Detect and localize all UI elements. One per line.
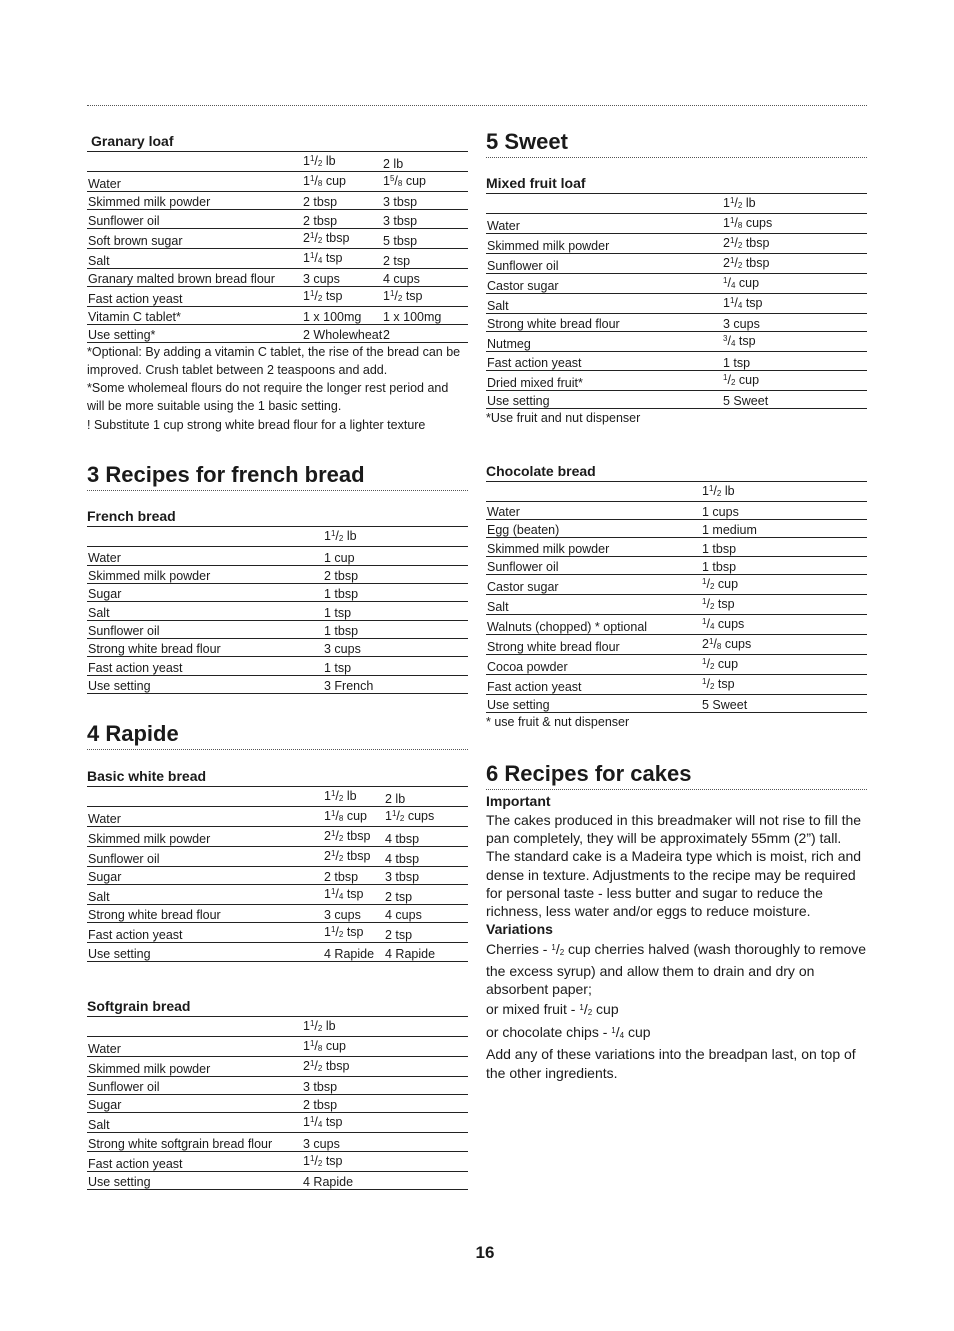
quantity-cell: 1 tbsp (702, 538, 867, 556)
ingredient-cell: Egg (beaten) (486, 520, 702, 538)
basic-white-title: Basic white bread (87, 767, 207, 784)
quantity-cell: $2^1/_2$ tbsp (723, 234, 867, 254)
table-row (486, 214, 867, 234)
ingredient-cell: Use setting (486, 695, 702, 713)
ingredient-cell: Nutmeg (486, 332, 723, 352)
quantity-cell: $1^1/_8$ cups (723, 214, 867, 234)
quantity-cell: $1^1/_4$ tsp (303, 248, 383, 268)
quantity-cell: $2^1/_2$ tbsp (324, 846, 385, 866)
table-row (87, 1036, 468, 1056)
quantity-cell: 1 tsp (324, 657, 468, 675)
table-row (486, 254, 867, 274)
ingredient-cell: Sugar (87, 866, 324, 884)
variation-line: or mixed fruit - $^1/_2$ cup (486, 1000, 619, 1017)
quantity-cell: 3 tbsp (383, 210, 468, 228)
table-row (87, 905, 468, 923)
variation-line: Cherries - $^1/_2$ cup cherries halved (wash thoroughly to remove the excess syrup) and allow them to drain and dry on absorbent paper; (486, 940, 867, 998)
quantity-cell: 4 Rapide (324, 943, 385, 961)
quantity-cell: 2 tsp (385, 885, 468, 905)
quantity-cell: 4 tbsp (385, 826, 468, 846)
quantity-cell: 2 tsp (383, 248, 468, 268)
quantity-cell: $^3/_4$ tsp (723, 332, 867, 352)
basic-white-table (87, 786, 468, 962)
ingredient-cell: Fast action yeast (87, 1151, 303, 1171)
ingredient-cell: Sunflower oil (87, 846, 324, 866)
quantity-cell: $1^1/_2$ lb (324, 527, 468, 547)
quantity-cell: $1^1/_2$ tsp (303, 286, 383, 306)
ingredient-cell (486, 481, 702, 501)
variation-line: Add any of these variations into the breadpan last, on top of the other ingredients. (486, 1046, 856, 1081)
quantity-cell: 3 French (324, 675, 468, 693)
table-row (87, 885, 468, 905)
ingredient-cell: Skimmed milk powder (87, 826, 324, 846)
table-row (87, 565, 468, 583)
quantity-cell: $1^1/_2$ lb (303, 1016, 468, 1036)
chocolate-title: Chocolate bread (486, 462, 596, 479)
quantity-cell: $^1/_2$ cup (702, 575, 867, 595)
ingredient-cell: Walnuts (chopped) * optional (486, 615, 702, 635)
quantity-cell: $1^1/_4$ tsp (324, 885, 385, 905)
ingredient-cell: Sunflower oil (87, 1076, 303, 1094)
ingredient-cell (87, 1016, 303, 1036)
ingredient-cell (87, 152, 303, 172)
quantity-cell: 5 Sweet (702, 695, 867, 713)
left-column (87, 0, 468, 1190)
table-row (486, 538, 867, 556)
ingredient-cell: Sunflower oil (486, 556, 702, 574)
note-line: *Some wholemeal flours do not require the longer rest period and will be more suitable using the 1 basic setting. (87, 381, 449, 414)
ingredient-cell: Sunflower oil (486, 254, 723, 274)
section-heading-sweet: 5 Sweet (486, 129, 867, 158)
quantity-cell: $1^1/_4$ tsp (303, 1113, 468, 1133)
table-row (486, 332, 867, 352)
french-title: French bread (87, 508, 176, 525)
table-row (87, 943, 468, 961)
quantity-cell: 3 cups (723, 314, 867, 332)
table-row (87, 1095, 468, 1113)
ingredient-cell: Soft brown sugar (87, 228, 303, 248)
ingredient-cell: Strong white bread flour (486, 635, 702, 655)
table-row (87, 602, 468, 620)
ingredient-cell: Salt (87, 885, 324, 905)
quantity-cell: 2 tsp (385, 923, 468, 943)
table-row (87, 192, 468, 210)
ingredient-cell: Fast action yeast (486, 352, 723, 370)
table-row (87, 268, 468, 286)
table-header-row (87, 1016, 468, 1036)
quantity-cell: 1 tbsp (324, 584, 468, 602)
ingredient-cell: Water (87, 1036, 303, 1056)
quantity-cell: 1 cup (324, 547, 468, 565)
quantity-cell: 2 (383, 325, 468, 343)
cakes-text (486, 792, 867, 1081)
quantity-cell: 1 tsp (723, 352, 867, 370)
ingredient-cell: Castor sugar (486, 575, 702, 595)
ingredient-cell: Water (486, 501, 702, 519)
section-heading-rapide: 4 Rapide (87, 721, 468, 750)
quantity-cell: 3 tbsp (385, 866, 468, 884)
mixed-fruit-note: *Use fruit and nut dispenser (486, 410, 641, 425)
ingredient-cell: Salt (87, 602, 324, 620)
quantity-cell: 4 Rapide (303, 1171, 468, 1189)
ingredient-cell: Skimmed milk powder (486, 234, 723, 254)
ingredient-cell: Vitamin C tablet* (87, 306, 303, 324)
table-row (87, 806, 468, 826)
table-row (87, 638, 468, 656)
ingredient-cell: Skimmed milk powder (87, 1056, 303, 1076)
table-row (87, 866, 468, 884)
ingredient-cell: Sugar (87, 584, 324, 602)
ingredient-cell: Granary malted brown bread flour (87, 268, 303, 286)
quantity-cell: 1 tbsp (324, 620, 468, 638)
ingredient-cell: Sunflower oil (87, 620, 324, 638)
table-row (486, 370, 867, 390)
table-row (87, 547, 468, 565)
table-row (87, 584, 468, 602)
granary-table (87, 151, 468, 343)
table-row (486, 575, 867, 595)
quantity-cell: $^1/_2$ tsp (702, 675, 867, 695)
quantity-cell: 2 tbsp (303, 210, 383, 228)
table-row (486, 390, 867, 408)
ingredient-cell: Fast action yeast (87, 657, 324, 675)
ingredient-cell: Use setting* (87, 325, 303, 343)
ingredient-cell: Use setting (87, 1171, 303, 1189)
important-paragraph: The cakes produced in this breadmaker will not rise to fill the pan completely, they will be approximately 55mm (2”) tall. The standard cake is a Madeira type which is moist, rich and dense in texture. Adjustments to the recipe may be required for personal taste - less butter and sugar to reduce the richness, less water and/or eggs to reduce moisture. (486, 811, 862, 920)
table-row (87, 248, 468, 268)
table-row (486, 234, 867, 254)
ingredient-cell: Castor sugar (486, 274, 723, 294)
quantity-cell: 1 tbsp (702, 556, 867, 574)
softgrain-title: Softgrain bread (87, 997, 191, 1014)
quantity-cell: $1^1/_2$ lb (324, 786, 385, 806)
chocolate-table (486, 481, 867, 713)
quantity-cell: $^1/_2$ cup (702, 655, 867, 675)
right-column (486, 0, 867, 1082)
ingredient-cell: Fast action yeast (87, 286, 303, 306)
note-line: ! Substitute 1 cup strong white bread flour for a lighter texture (87, 418, 426, 433)
table-header-row (486, 194, 867, 214)
quantity-cell: 2 Wholewheat (303, 325, 383, 343)
quantity-cell: $^1/_2$ tsp (702, 595, 867, 615)
ingredient-cell: Sunflower oil (87, 210, 303, 228)
table-row (486, 501, 867, 519)
quantity-cell: $1^1/_8$ cup (303, 172, 383, 192)
table-header-row (87, 786, 468, 806)
quantity-cell: $2^1/_2$ tbsp (723, 254, 867, 274)
table-row (486, 520, 867, 538)
ingredient-cell: Salt (87, 248, 303, 268)
table-row (486, 675, 867, 695)
ingredient-cell: Use setting (486, 390, 723, 408)
quantity-cell: $^1/_4$ cups (702, 615, 867, 635)
quantity-cell: 1 x 100mg (383, 306, 468, 324)
quantity-cell: 4 tbsp (385, 846, 468, 866)
variations-label: Variations (486, 921, 553, 938)
quantity-cell: $1^5/_8$ cup (383, 172, 468, 192)
table-row (87, 325, 468, 343)
table-row (87, 675, 468, 693)
ingredient-cell: Salt (486, 595, 702, 615)
quantity-cell: $1^1/_8$ cup (303, 1036, 468, 1056)
softgrain-table (87, 1016, 468, 1190)
ingredient-cell: Salt (87, 1113, 303, 1133)
note-line: *Optional: By adding a vitamin C tablet, the rise of the bread can be improved. Crush tablet between 2 teaspoons and add. (87, 345, 461, 378)
ingredient-cell: Strong white softgrain bread flour (87, 1133, 303, 1151)
ingredient-cell (87, 786, 324, 806)
quantity-cell: 3 cups (324, 638, 468, 656)
ingredient-cell: Strong white bread flour (87, 905, 324, 923)
table-row (87, 657, 468, 675)
table-row (87, 1076, 468, 1094)
ingredient-cell: Water (486, 214, 723, 234)
quantity-cell: 3 cups (303, 1133, 468, 1151)
ingredient-cell (87, 527, 324, 547)
table-row (87, 1056, 468, 1076)
granary-title: Granary loaf (91, 133, 174, 149)
section-heading-cakes: 6 Recipes for cakes (486, 761, 867, 790)
ingredient-cell: Skimmed milk powder (87, 565, 324, 583)
ingredient-cell: Fast action yeast (87, 923, 324, 943)
table-row (87, 210, 468, 228)
quantity-cell: 3 tbsp (303, 1076, 468, 1094)
quantity-cell: $2^1/_2$ tbsp (324, 826, 385, 846)
table-header-row (87, 152, 468, 172)
quantity-cell: 2 tbsp (324, 565, 468, 583)
quantity-cell: 1 cups (702, 501, 867, 519)
quantity-cell: $1^1/_2$ tsp (383, 286, 468, 306)
quantity-cell: 1 x 100mg (303, 306, 383, 324)
table-row (87, 1113, 468, 1133)
ingredient-cell: Water (87, 172, 303, 192)
quantity-cell: $1^1/_2$ cups (385, 806, 468, 826)
quantity-cell: 3 tbsp (383, 192, 468, 210)
ingredient-cell: Dried mixed fruit* (486, 370, 723, 390)
table-row (486, 635, 867, 655)
ingredient-cell: Strong white bread flour (87, 638, 324, 656)
variation-line: or chocolate chips - $^1/_4$ cup (486, 1023, 651, 1040)
important-label: Important (486, 793, 551, 810)
quantity-cell: $1^1/_2$ tsp (324, 923, 385, 943)
table-header-row (486, 481, 867, 501)
table-row (486, 655, 867, 675)
section-heading-french: 3 Recipes for french bread (87, 462, 468, 491)
table-row (486, 615, 867, 635)
table-row (87, 620, 468, 638)
french-table (87, 526, 468, 693)
table-row (486, 595, 867, 615)
ingredient-cell: Salt (486, 294, 723, 314)
quantity-cell: $1^1/_2$ lb (723, 194, 867, 214)
quantity-cell: $2^1/_2$ tbsp (303, 228, 383, 248)
quantity-cell: $1^1/_4$ tsp (723, 294, 867, 314)
page-number: 16 (475, 1243, 495, 1262)
quantity-cell: $1^1/_2$ lb (702, 481, 867, 501)
quantity-cell: 2 lb (383, 152, 468, 172)
ingredient-cell (486, 194, 723, 214)
chocolate-note: * use fruit & nut dispenser (486, 715, 630, 730)
quantity-cell: 2 tbsp (324, 866, 385, 884)
ingredient-cell: Cocoa powder (486, 655, 702, 675)
ingredient-cell: Water (87, 806, 324, 826)
table-row (486, 695, 867, 713)
granary-notes (87, 343, 468, 434)
table-row (87, 1171, 468, 1189)
quantity-cell: 1 tsp (324, 602, 468, 620)
table-row (87, 1133, 468, 1151)
quantity-cell: 1 medium (702, 520, 867, 538)
quantity-cell: 2 tbsp (303, 192, 383, 210)
table-row (87, 923, 468, 943)
mixed-fruit-table (486, 193, 867, 409)
ingredient-cell: Use setting (87, 943, 324, 961)
quantity-cell: $1^1/_2$ tsp (303, 1151, 468, 1171)
table-row (486, 274, 867, 294)
quantity-cell: 3 cups (303, 268, 383, 286)
quantity-cell: $1^1/_8$ cup (324, 806, 385, 826)
table-row (87, 846, 468, 866)
mixed-fruit-title: Mixed fruit loaf (486, 175, 586, 191)
quantity-cell: 2 tbsp (303, 1095, 468, 1113)
quantity-cell: $^1/_4$ cup (723, 274, 867, 294)
table-row (87, 306, 468, 324)
table-row (486, 314, 867, 332)
quantity-cell: 4 cups (383, 268, 468, 286)
table-row (87, 826, 468, 846)
ingredient-cell: Fast action yeast (486, 675, 702, 695)
quantity-cell: 4 Rapide (385, 943, 468, 961)
table-row (486, 294, 867, 314)
table-header-row (87, 527, 468, 547)
quantity-cell: 2 lb (385, 786, 468, 806)
ingredient-cell: Strong white bread flour (486, 314, 723, 332)
ingredient-cell: Skimmed milk powder (486, 538, 702, 556)
table-row (87, 172, 468, 192)
quantity-cell: $2^1/_2$ tbsp (303, 1056, 468, 1076)
ingredient-cell: Water (87, 547, 324, 565)
table-row (87, 228, 468, 248)
quantity-cell: 3 cups (324, 905, 385, 923)
quantity-cell: 5 Sweet (723, 390, 867, 408)
quantity-cell: $^1/_2$ cup (723, 370, 867, 390)
table-row (87, 1151, 468, 1171)
quantity-cell: $1^1/_2$ lb (303, 152, 383, 172)
ingredient-cell: Use setting (87, 675, 324, 693)
quantity-cell: 4 cups (385, 905, 468, 923)
table-row (486, 556, 867, 574)
ingredient-cell: Skimmed milk powder (87, 192, 303, 210)
quantity-cell: 5 tbsp (383, 228, 468, 248)
ingredient-cell: Sugar (87, 1095, 303, 1113)
table-row (87, 286, 468, 306)
quantity-cell: $2^1/_8$ cups (702, 635, 867, 655)
table-row (486, 352, 867, 370)
